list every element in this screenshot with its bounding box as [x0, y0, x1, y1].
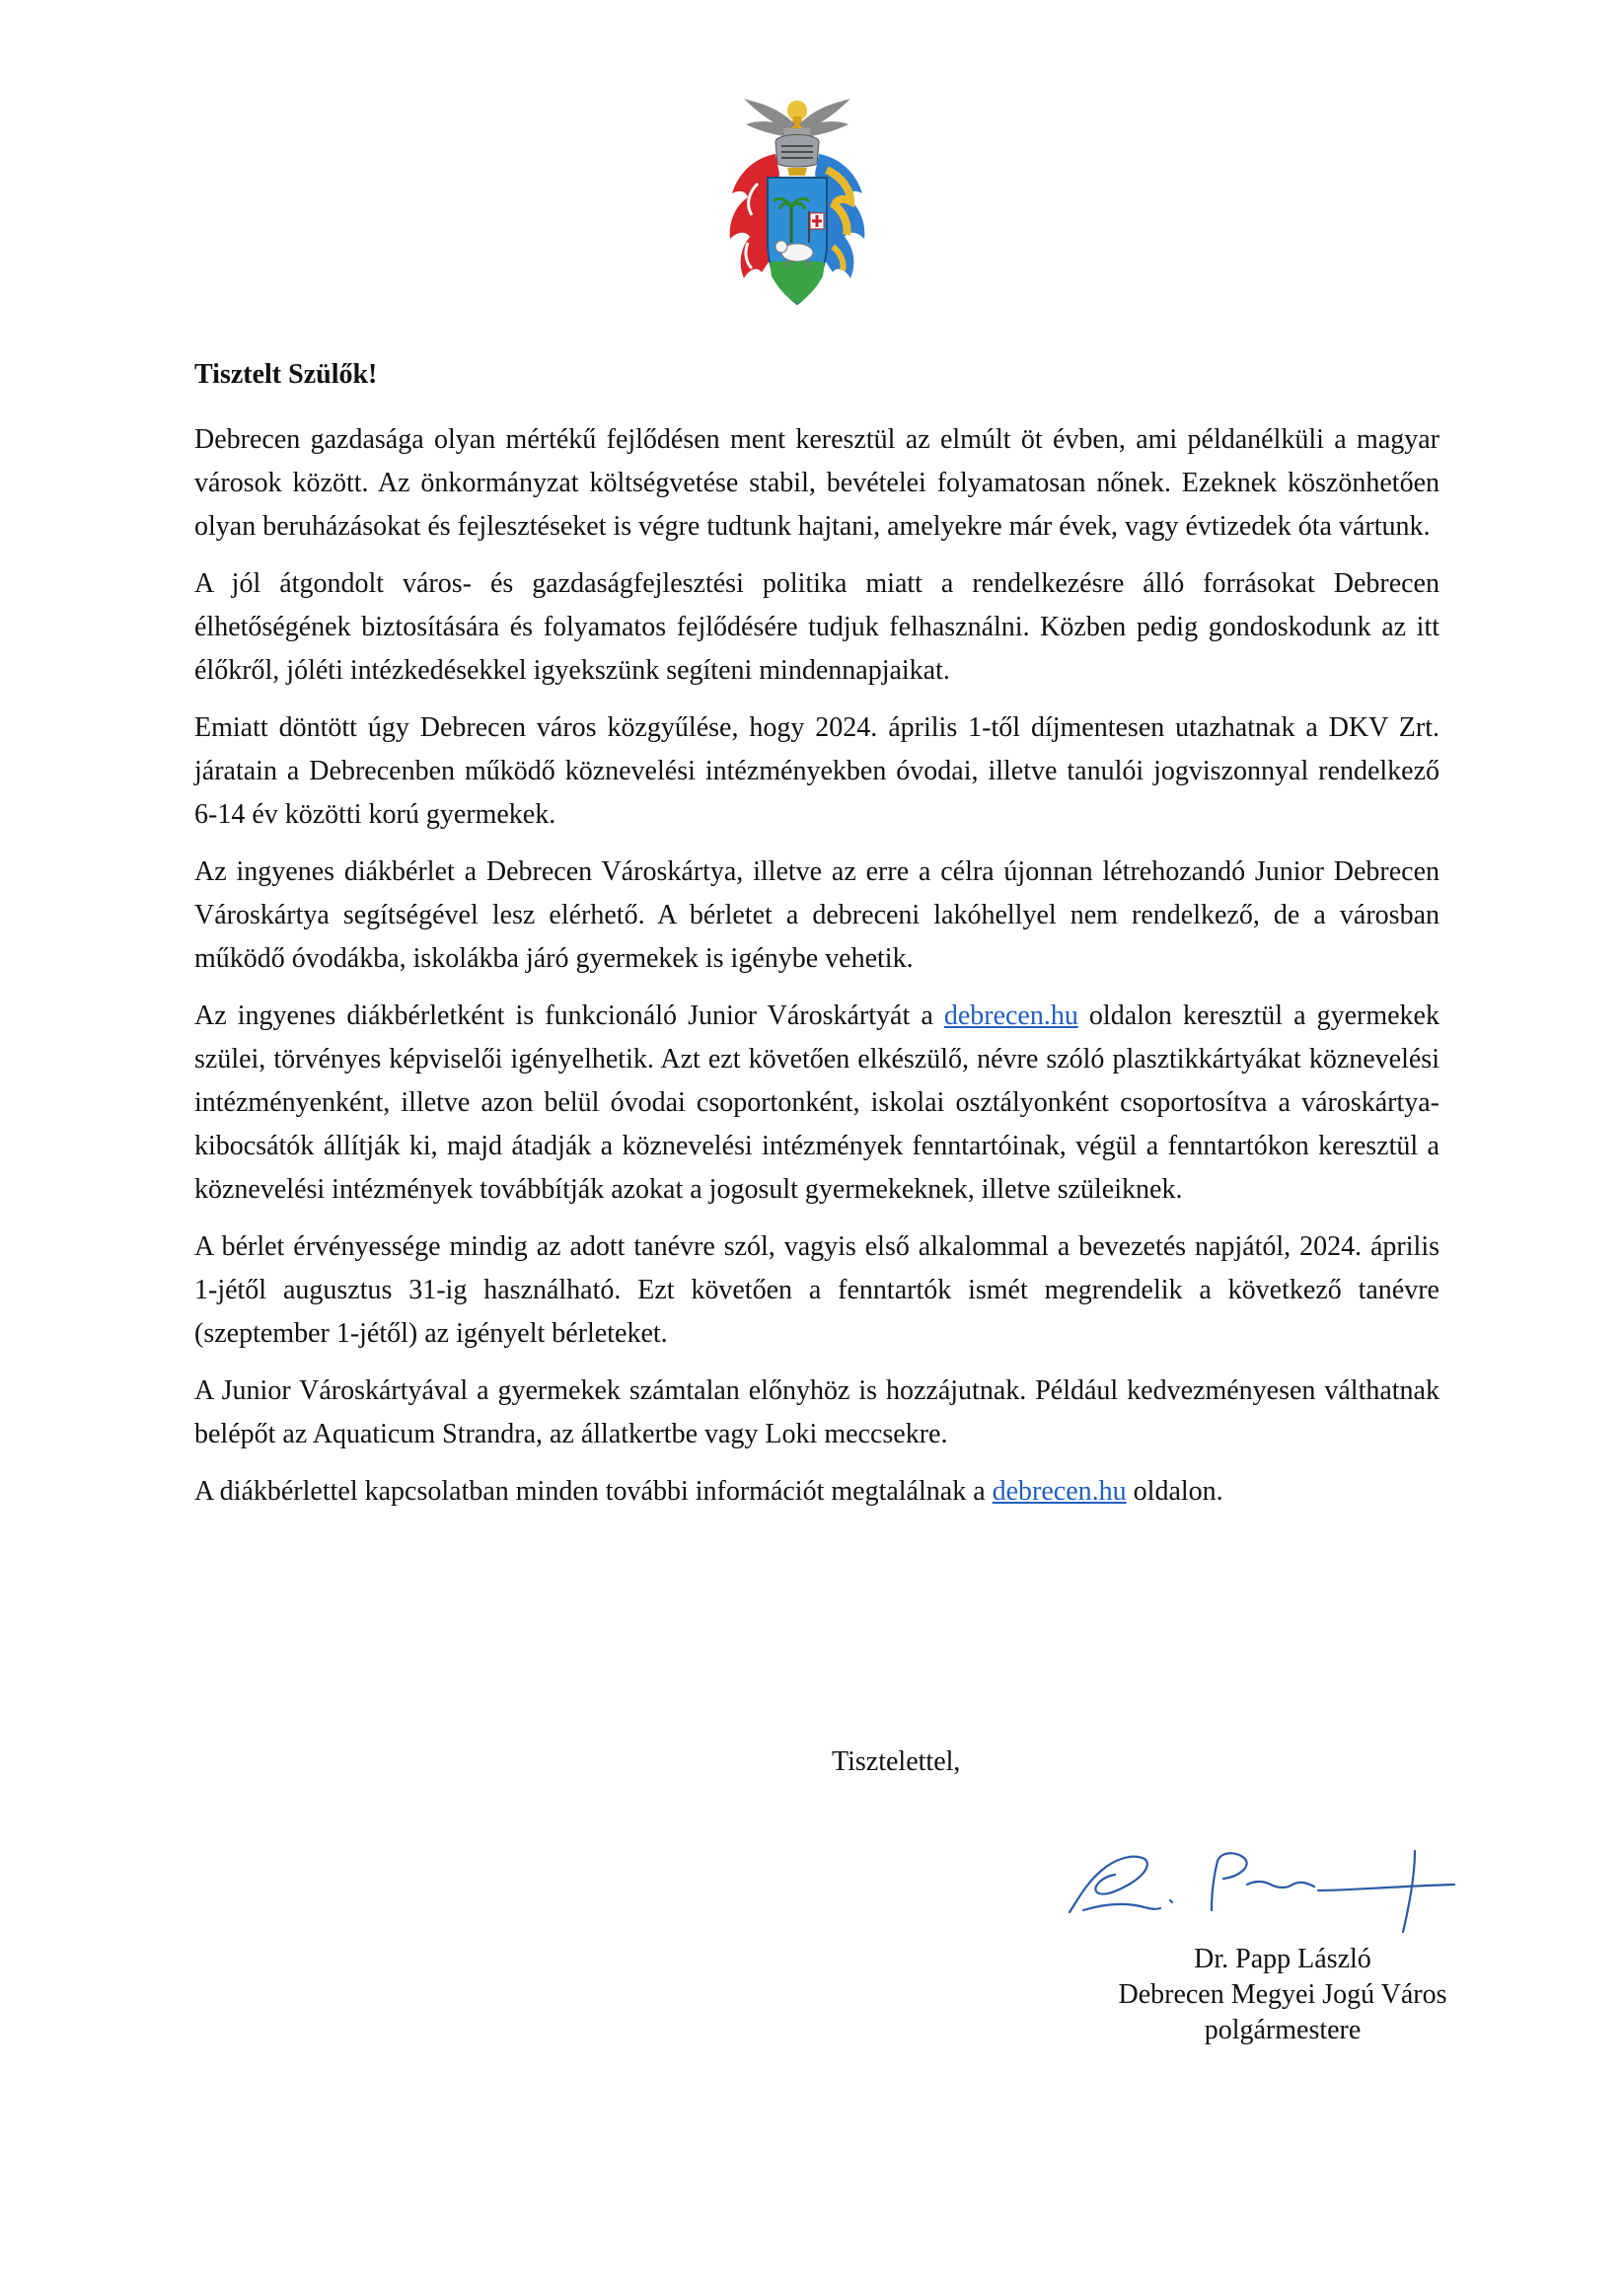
- paragraph-8: [194, 1470, 1439, 1514]
- debrecen-hu-link-2[interactable]: debrecen.hu: [992, 1476, 1127, 1507]
- signature-icon: [1064, 1815, 1458, 1934]
- paragraph-5-text-before: Az ingyenes diákbérletként is funkcionáló Junior Városkártyát a: [194, 1000, 944, 1031]
- shield: [768, 178, 827, 304]
- paragraph-2: A jól átgondolt város- és gazdaságfejlesztési politika miatt a rendelkezésre álló forrásokat Debrecen élhetőségének biztosítására és folyamatos fejlődésére tudjuk felhasználni. Közben pedig gondoskodunk az itt élőkről, jóléti intézkedésekkel igyekszünk segíteni mindennapjaikat.: [194, 568, 1439, 686]
- coat-of-arms-icon: [718, 95, 876, 316]
- paragraph-7: A Junior Városkártyával a gyermekek számtalan előnyhöz is hozzájutnak. Például kedvezményesen válthatnak belépőt az Aquaticum Strandra, az állatkertbe vagy Loki meccsekre.: [194, 1375, 1439, 1449]
- letter-body: [194, 355, 1439, 1527]
- helmet: [775, 135, 819, 177]
- paragraph-1: Debrecen gazdasága olyan mértékű fejlődésen ment keresztül az elmúlt öt évben, ami példanélküli a magyar városok között. Az önkormányzat költségvetése stabil, bevételei folyamatosan nőnek. Ezeknek köszönhetően olyan beruházásokat és fejlesztéseket is végre tudtunk hajtani, amelyekre már évek, vagy évtizedek óta vártunk.: [194, 424, 1439, 542]
- eagle-crest: [744, 99, 850, 140]
- paragraph-6: A bérlet érvényessége mindig az adott tanévre szól, vagyis első alkalommal a bevezetés napjától, 2024. április 1-jétől augusztus 31-ig használható. Ezt követően a fenntartók ismét megrendelik a következő tanévre (szeptember 1-jétől) az igényelt bérleteket.: [194, 1231, 1439, 1349]
- paragraph-8-text-after: oldalon.: [1126, 1476, 1223, 1507]
- paragraph-4: Az ingyenes diákbérlet a Debrecen Városkártya, illetve az erre a célra újonnan létrehozandó Junior Debrecen Városkártya segítségével lesz elérhető. A bérletet a debreceni lakóhellyel nem rendelkező, de a városban működő óvodákba, iskolákba járó gyermekek is igénybe vehetik.: [194, 856, 1439, 974]
- closing: Tisztelettel,: [832, 1746, 961, 1777]
- paragraph-3: Emiatt döntött úgy Debrecen város közgyűlése, hogy 2024. április 1-től díjmentesen utazhatnak a DKV Zrt. járatain a Debrecenben működő köznevelési intézményekben óvodai, illetve tanulói jogviszonnyal rendelkező 6-14 év közötti korú gyermekek.: [194, 712, 1439, 830]
- signer-name: Dr. Papp László: [1194, 1944, 1371, 1974]
- paragraph-8-text-before: A diákbérlettel kapcsolatban minden további információt megtalálnak a: [194, 1476, 993, 1507]
- signer-organization: Debrecen Megyei Jogú Város: [1118, 1979, 1447, 2010]
- paragraph-5-text-after: oldalon keresztül a gyermekek szülei, törvényes képviselői igényelhetik. Azt ezt követően elkészülő, névre szóló plasztikkártyákat köznevelési intézményenként, illetve azon belül óvodai csoportonként, iskolai osztályonként csoportosítva a városkártya-kibocsátók állítják ki, majd átadják a köznevelési intézmények fenntartóinak, végül a fenntartókon keresztül a köznevelési intézmények továbbítják azokat a jogosult gyermekeknek, illetve szüleiknek.: [194, 1000, 1439, 1205]
- signer-block: [1046, 1942, 1519, 2048]
- signer-title: polgármestere: [1204, 2015, 1362, 2045]
- debrecen-hu-link[interactable]: debrecen.hu: [943, 1000, 1078, 1031]
- salutation: Tisztelt Szülők!: [194, 359, 378, 390]
- paragraph-5: [194, 995, 1439, 1212]
